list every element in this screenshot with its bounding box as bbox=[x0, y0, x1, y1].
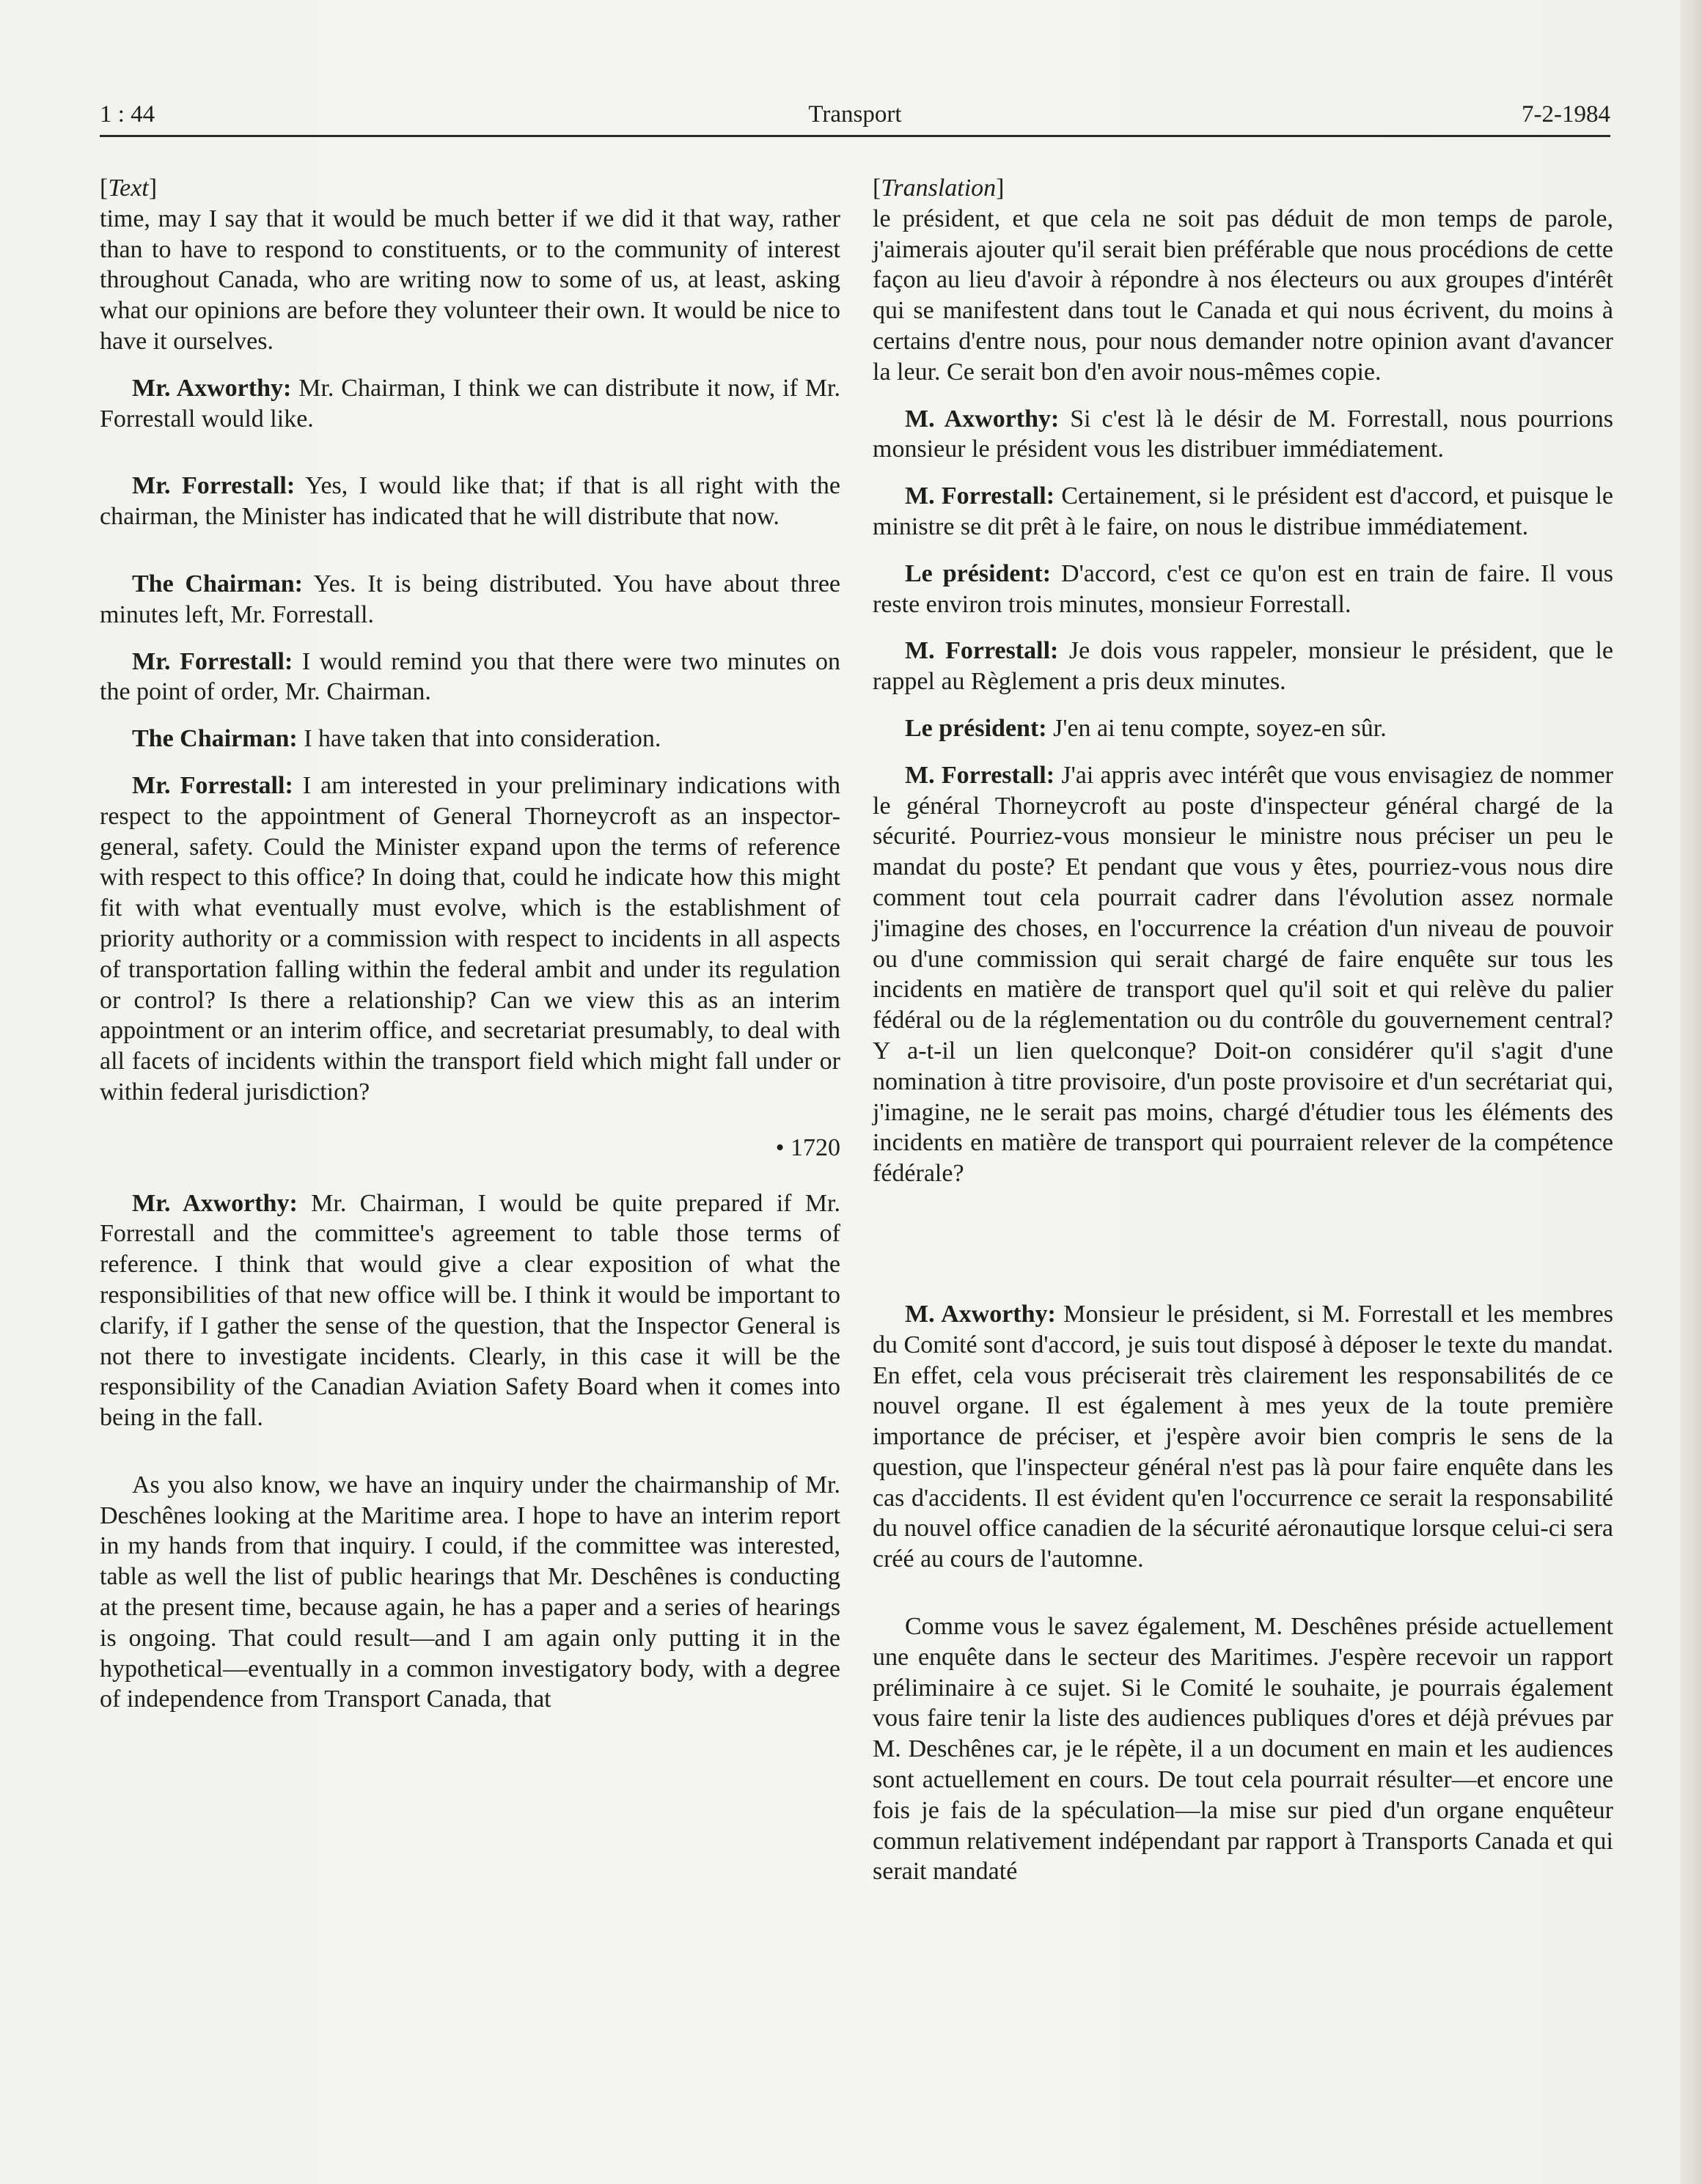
paragraph: M. Forrestall: J'ai appris avec intérêt que vous envisagiez de nommer le général Thorneycroft au poste d'inspecteur général chargé de la sécurité. Pourriez-vous monsieur le ministre nous préciser un peu le mandat du poste? Et pendant que vous y êtes, pourriez-vous nous dire comment tout cela pourrait cadrer dans l'évolution assez normale j'imagine des choses, en l'occurrence la création d'un niveau de pouvoir ou d'une commission qui serait chargé de faire enquête sur tous les incidents en matière de transport quel qu'il soit et qui relève du palier fédéral ou de la réglementation ou du contrôle du gouvernement central? Y a-t-il un lien quelconque? Doit-on considérer qu'il s'agit d'une nomination à titre provisoire, d'un poste provisoire et d'un secrétariat qui, j'imagine, ne le serait pas moins, chargé d'étudier tous les éléments des incidents en matière de transport qui pourraient relever de la compétence fédérale? bbox=[873, 761, 1613, 1188]
paragraph: M. Forrestall: Je dois vous rappeler, monsieur le président, que le rappel au Règlement a pris deux minutes. bbox=[873, 637, 1613, 696]
time-marker: • 1720 bbox=[775, 1133, 840, 1161]
english-column bbox=[100, 173, 840, 1731]
running-header bbox=[100, 101, 1610, 138]
paragraph: The Chairman: I have taken that into consideration. bbox=[132, 725, 661, 753]
paragraph: The Chairman: Yes. It is being distributed. You have about three minutes left, Mr. Forrestall. bbox=[100, 570, 841, 628]
page-edge-shadow bbox=[1680, 0, 1702, 2184]
header-date: 7-2-1984 bbox=[1522, 101, 1610, 128]
page-number: 1 : 44 bbox=[100, 101, 155, 128]
header-title: Transport bbox=[808, 101, 902, 128]
header-rule bbox=[100, 135, 1610, 137]
paragraph: Mr. Axworthy: Mr. Chairman, I think we can distribute it now, if Mr. Forrestall would like. bbox=[100, 374, 840, 433]
paragraph: Mr. Axworthy: Mr. Chairman, I would be quite prepared if Mr. Forrestall and the committee's agreement to table those terms of reference. I think that would give a clear exposition of what the responsibilities of that new office will be. I think it would be important to clarify, if I gather the sense of the question, that the Inspector General is not there to investigate incidents. Clearly, in this case it will be the responsibility of the Canadian Aviation Safety Board when it comes into being in the fall. bbox=[100, 1189, 841, 1432]
column-tag-translation: [Translation] bbox=[873, 174, 1005, 202]
column-tag-text: [Text] bbox=[100, 174, 158, 202]
paragraph: M. Forrestall: Certainement, si le président est d'accord, et puisque le ministre se dit prêt à le faire, on nous le distribue immédiatement. bbox=[873, 482, 1613, 540]
paragraph: M. Axworthy: Si c'est là le désir de M. Forrestall, nous pourrions monsieur le président vous les distribuer immédiatement. bbox=[873, 405, 1614, 463]
paragraph: time, may I say that it would be much better if we did it that way, rather than to have to respond to constituents, or to the community of interest throughout Canada, who are writing now to some of us, at least, asking what our opinions are before they volunteer their own. It would be nice to have it ourselves. bbox=[100, 205, 840, 355]
paragraph: Mr. Forrestall: Yes, I would like that; if that is all right with the chairman, the Minister has indicated that he will distribute that now. bbox=[100, 472, 840, 531]
paragraph: As you also know, we have an inquiry under the chairmanship of Mr. Deschênes looking at the Maritime area. I hope to have an interim report in my hands from that inquiry. I could, if the committee was interested, table as well the list of public hearings that Mr. Deschênes is conducting at the present time, because again, he has a paper and a series of hearings is ongoing. That could result—and I am again only putting it in the hypothetical—eventually in a common investigatory body, with a degree of independence from Transport Canada, that bbox=[100, 1471, 840, 1713]
paragraph: Le président: J'en ai tenu compte, soyez-en sûr. bbox=[905, 714, 1387, 742]
paragraph: le président, et que cela ne soit pas déduit de mon temps de parole, j'aimerais ajouter qu'il serait bien préférable que nous procédions de cette façon au lieu d'avoir à répondre à nos électeurs ou aux groupes d'intérêt qui se manifestent dans tout le Canada et qui nous écrivent, du moins à certains d'entre nous, pour nous demander notre opinion avant d'avancer la leur. Ce serait bon d'en avoir nous-mêmes copie. bbox=[873, 205, 1613, 386]
paragraph: Le président: D'accord, c'est ce qu'on est en train de faire. Il vous reste environ trois minutes, monsieur Forrestall. bbox=[873, 559, 1613, 618]
paragraph: Mr. Forrestall: I am interested in your preliminary indications with respect to the appointment of General Thorneycroft as an inspector-general, safety. Could the Minister expand upon the terms of reference with respect to this office? In doing that, could he indicate how this might fit with what eventually must evolve, which is the establishment of priority authority or a commission with respect to incidents in all aspects of transportation falling within the federal ambit and under its regulation or control? Is there a relationship? Can we view this as an interim appointment or an interim office, and secretariat presumably, to deal with all facets of incidents within the transport field which might fall under or within federal jurisdiction? bbox=[100, 771, 840, 1106]
french-column bbox=[873, 173, 1613, 1903]
paragraph: Comme vous le savez également, M. Deschênes préside actuellement une enquête dans le secteur des Maritimes. J'espère recevoir un rapport préliminaire à ce sujet. Si le Comité le souhaite, je pourrais également vous faire tenir la liste des audiences publiques d'ores et déjà prévues par M. Deschênes car, je le répète, il a un document en main et les audiences sont actuellement en cours. De tout cela pourrait résulter—et encore une fois je fais de la spéculation—la mise sur pied d'un organe enquêteur commun relativement indépendant par rapport à Transports Canada et qui serait mandaté bbox=[873, 1613, 1613, 1886]
paragraph: M. Axworthy: Monsieur le président, si M. Forrestall et les membres du Comité sont d'accord, je suis tout disposé à déposer le texte du mandat. En effet, cela vous préciserait très clairement les responsabilités de ce nouvel organe. Il est également à mes yeux de la toute première importance de préciser, et j'espère avoir bien compris le sens de la question, que l'inspecteur général n'est pas là pour faire enquête dans les cas d'accidents. Il est évident qu'en l'occurrence ce serait la responsabilité du nouvel office canadien de la sécurité aéronautique lorsque celui-ci sera créé au cours de l'automne. bbox=[873, 1300, 1613, 1573]
paragraph: Mr. Forrestall: I would remind you that there were two minutes on the point of order, Mr. Chairman. bbox=[100, 647, 841, 706]
